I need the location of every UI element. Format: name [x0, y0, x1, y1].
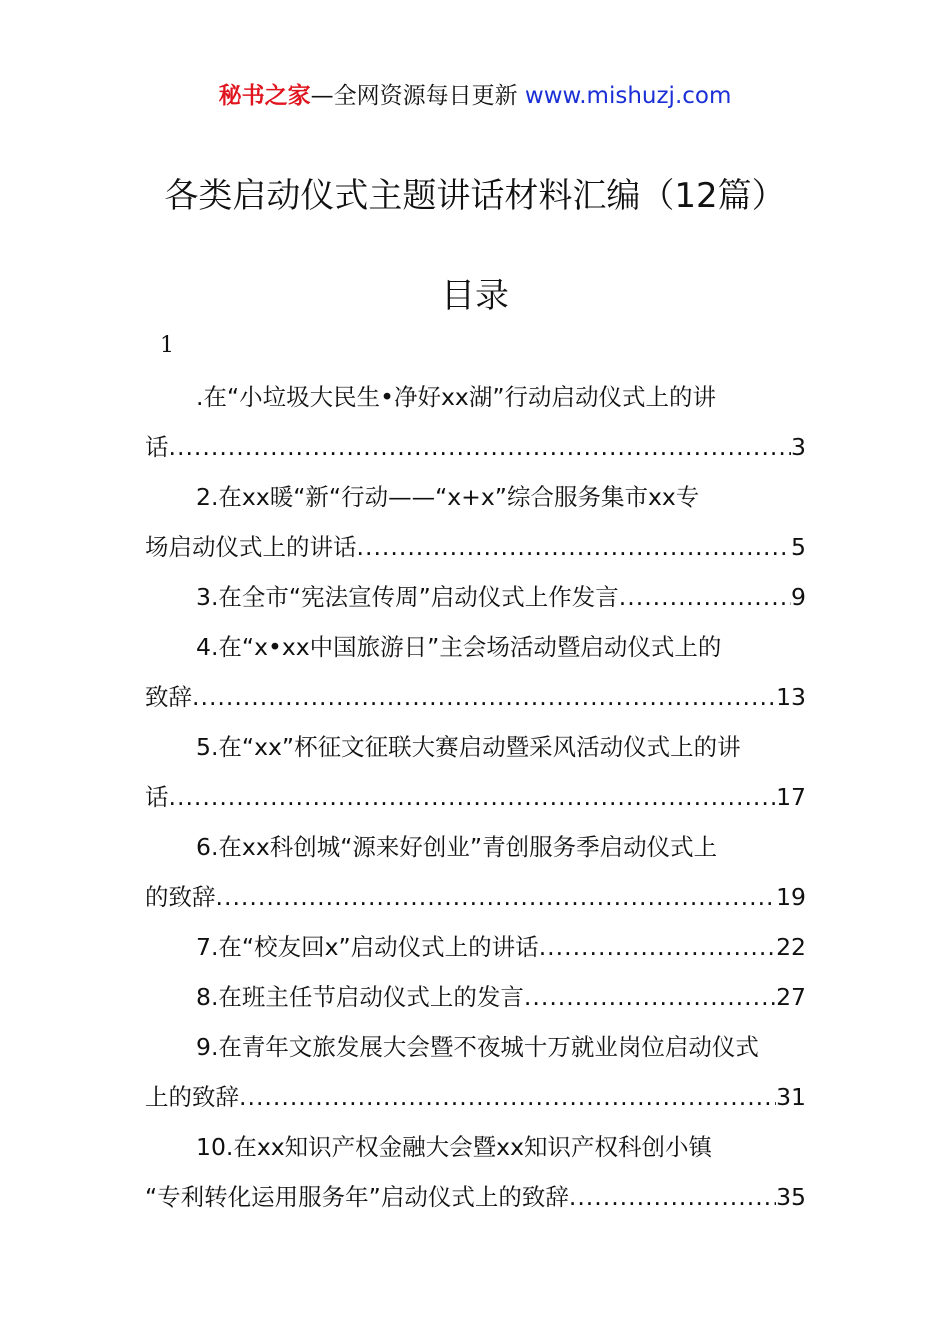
toc-dot-leader: [169, 422, 792, 472]
toc-entry-title: 3.在全市“宪法宣传周”启动仪式上作发言: [196, 583, 619, 611]
toc-page-number: 22: [776, 933, 806, 961]
toc-entry[interactable]: [145, 1122, 806, 1222]
toc-entry-title: 4.在“x•xx中国旅游日”主会场活动暨启动仪式上的: [196, 633, 722, 661]
toc-entry[interactable]: [145, 622, 806, 722]
toc-entry[interactable]: [145, 572, 806, 622]
toc-entry-title: 5.在“xx”杯征文征联大赛启动暨采风活动仪式上的讲: [196, 733, 741, 761]
toc-page-number: 5: [791, 533, 806, 561]
toc-heading: 目录: [441, 276, 509, 316]
toc-entry[interactable]: [145, 922, 806, 972]
toc-entry-title: 8.在班主任节启动仪式上的发言: [196, 983, 524, 1011]
toc-page-number: 35: [776, 1183, 806, 1211]
toc-entry-title: 6.在xx科创城“源来好创业”青创服务季启动仪式上: [196, 833, 718, 861]
toc-page-number: 17: [776, 783, 806, 811]
toc-dot-leader: [192, 672, 776, 722]
toc-entry-title: .在“小垃圾大民生•净好xx湖”行动启动仪式上的讲: [196, 383, 716, 411]
header-tagline: —全网资源每日更新: [310, 83, 518, 109]
toc-page-number: 13: [776, 683, 806, 711]
toc-dot-leader: [169, 772, 777, 822]
toc-entry-title: 10.在xx知识产权金融大会暨xx知识产权科创小镇: [196, 1133, 713, 1161]
toc-dot-leader: [239, 1072, 776, 1122]
toc-entry[interactable]: [145, 1022, 806, 1122]
toc-dot-leader: [216, 872, 777, 922]
toc-page-number: 19: [776, 883, 806, 911]
toc-entry-title-continued: 上的致辞: [145, 1083, 239, 1111]
toc-entry[interactable]: [145, 372, 806, 472]
table-of-contents: [145, 372, 806, 1222]
site-link[interactable]: www.mishuzj.com: [524, 83, 732, 109]
toc-entry-title: 7.在“校友回x”启动仪式上的讲话: [196, 933, 539, 961]
toc-dot-leader: [524, 972, 776, 1022]
brand-name: 秘书之家: [218, 83, 311, 109]
site-header: [0, 80, 950, 112]
toc-entry[interactable]: [145, 972, 806, 1022]
toc-page-number: 31: [776, 1083, 806, 1111]
toc-entry-title: 2.在xx暖“新“行动——“x+x”综合服务集市xx专: [196, 483, 700, 511]
toc-entry-title-continued: 场启动仪式上的讲话: [145, 533, 357, 561]
toc-dot-leader: [619, 572, 791, 622]
toc-entry[interactable]: [145, 722, 806, 822]
section-marker: 1: [160, 333, 174, 358]
toc-entry-title-continued: 话: [145, 783, 169, 811]
document-title: 各类启动仪式主题讲话材料汇编（12篇）: [164, 176, 786, 216]
toc-entry-title: 9.在青年文旅发展大会暨不夜城十万就业岗位启动仪式: [196, 1033, 759, 1061]
toc-page-number: 9: [791, 583, 806, 611]
toc-entry-title-continued: “专利转化运用服务年”启动仪式上的致辞: [145, 1183, 569, 1211]
toc-entry-title-continued: 的致辞: [145, 883, 216, 911]
toc-entry-title-continued: 致辞: [145, 683, 192, 711]
toc-entry[interactable]: [145, 472, 806, 572]
toc-dot-leader: [357, 522, 792, 572]
toc-dot-leader: [539, 922, 776, 972]
toc-entry[interactable]: [145, 822, 806, 922]
toc-entry-title-continued: 话: [145, 433, 169, 461]
toc-page-number: 27: [776, 983, 806, 1011]
toc-dot-leader: [569, 1172, 776, 1222]
toc-page-number: 3: [791, 433, 806, 461]
